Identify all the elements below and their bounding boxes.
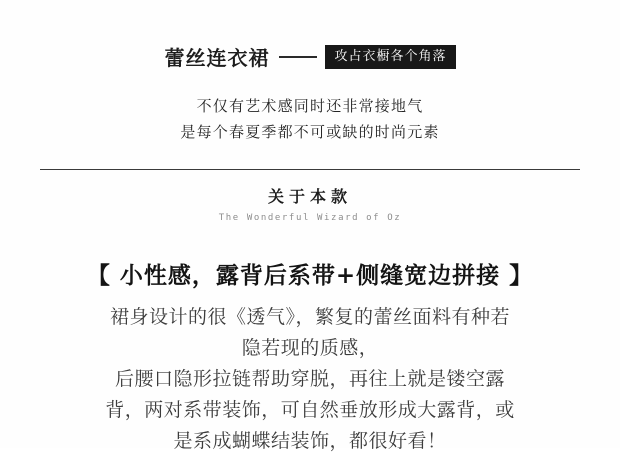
section-title-cn: 关于本款 bbox=[267, 187, 352, 206]
title-rule-divider bbox=[279, 56, 317, 58]
header-badge: 攻占衣橱各个角落 bbox=[325, 45, 455, 69]
section-title-en: The Wonderful Wizard of Oz bbox=[218, 213, 402, 223]
subtitle-line-1: 不仅有艺术感同时还非常接地气 bbox=[196, 97, 424, 115]
subtitle-line-2: 是每个春夏季都不可或缺的时尚元素 bbox=[180, 123, 440, 141]
main-paragraph bbox=[0, 302, 620, 457]
paragraph-line: 背，两对系带装饰，可自然垂放形成大露背，或 bbox=[105, 399, 515, 421]
header bbox=[0, 0, 620, 71]
horizontal-divider bbox=[40, 169, 580, 170]
subtitle-group bbox=[0, 93, 620, 145]
paragraph-line: 后腰口隐形拉链帮助穿脱，再往上就是镂空露 bbox=[114, 368, 505, 390]
paragraph-line: 隐若现的质感， bbox=[241, 337, 379, 359]
main-content bbox=[0, 257, 620, 457]
section-heading bbox=[0, 184, 620, 223]
horizontal-divider-wrap bbox=[0, 169, 620, 170]
paragraph-line: 裙身设计的很《透气》，繁复的蕾丝面料有种若 bbox=[109, 306, 510, 328]
page-title: 蕾丝连衣裙 bbox=[164, 46, 270, 70]
paragraph-line: 是系成蝴蝶结装饰，都很好看！ bbox=[173, 430, 447, 452]
main-headline: 【 小性感，露背后系带+侧缝宽边拼接 】 bbox=[86, 262, 534, 289]
